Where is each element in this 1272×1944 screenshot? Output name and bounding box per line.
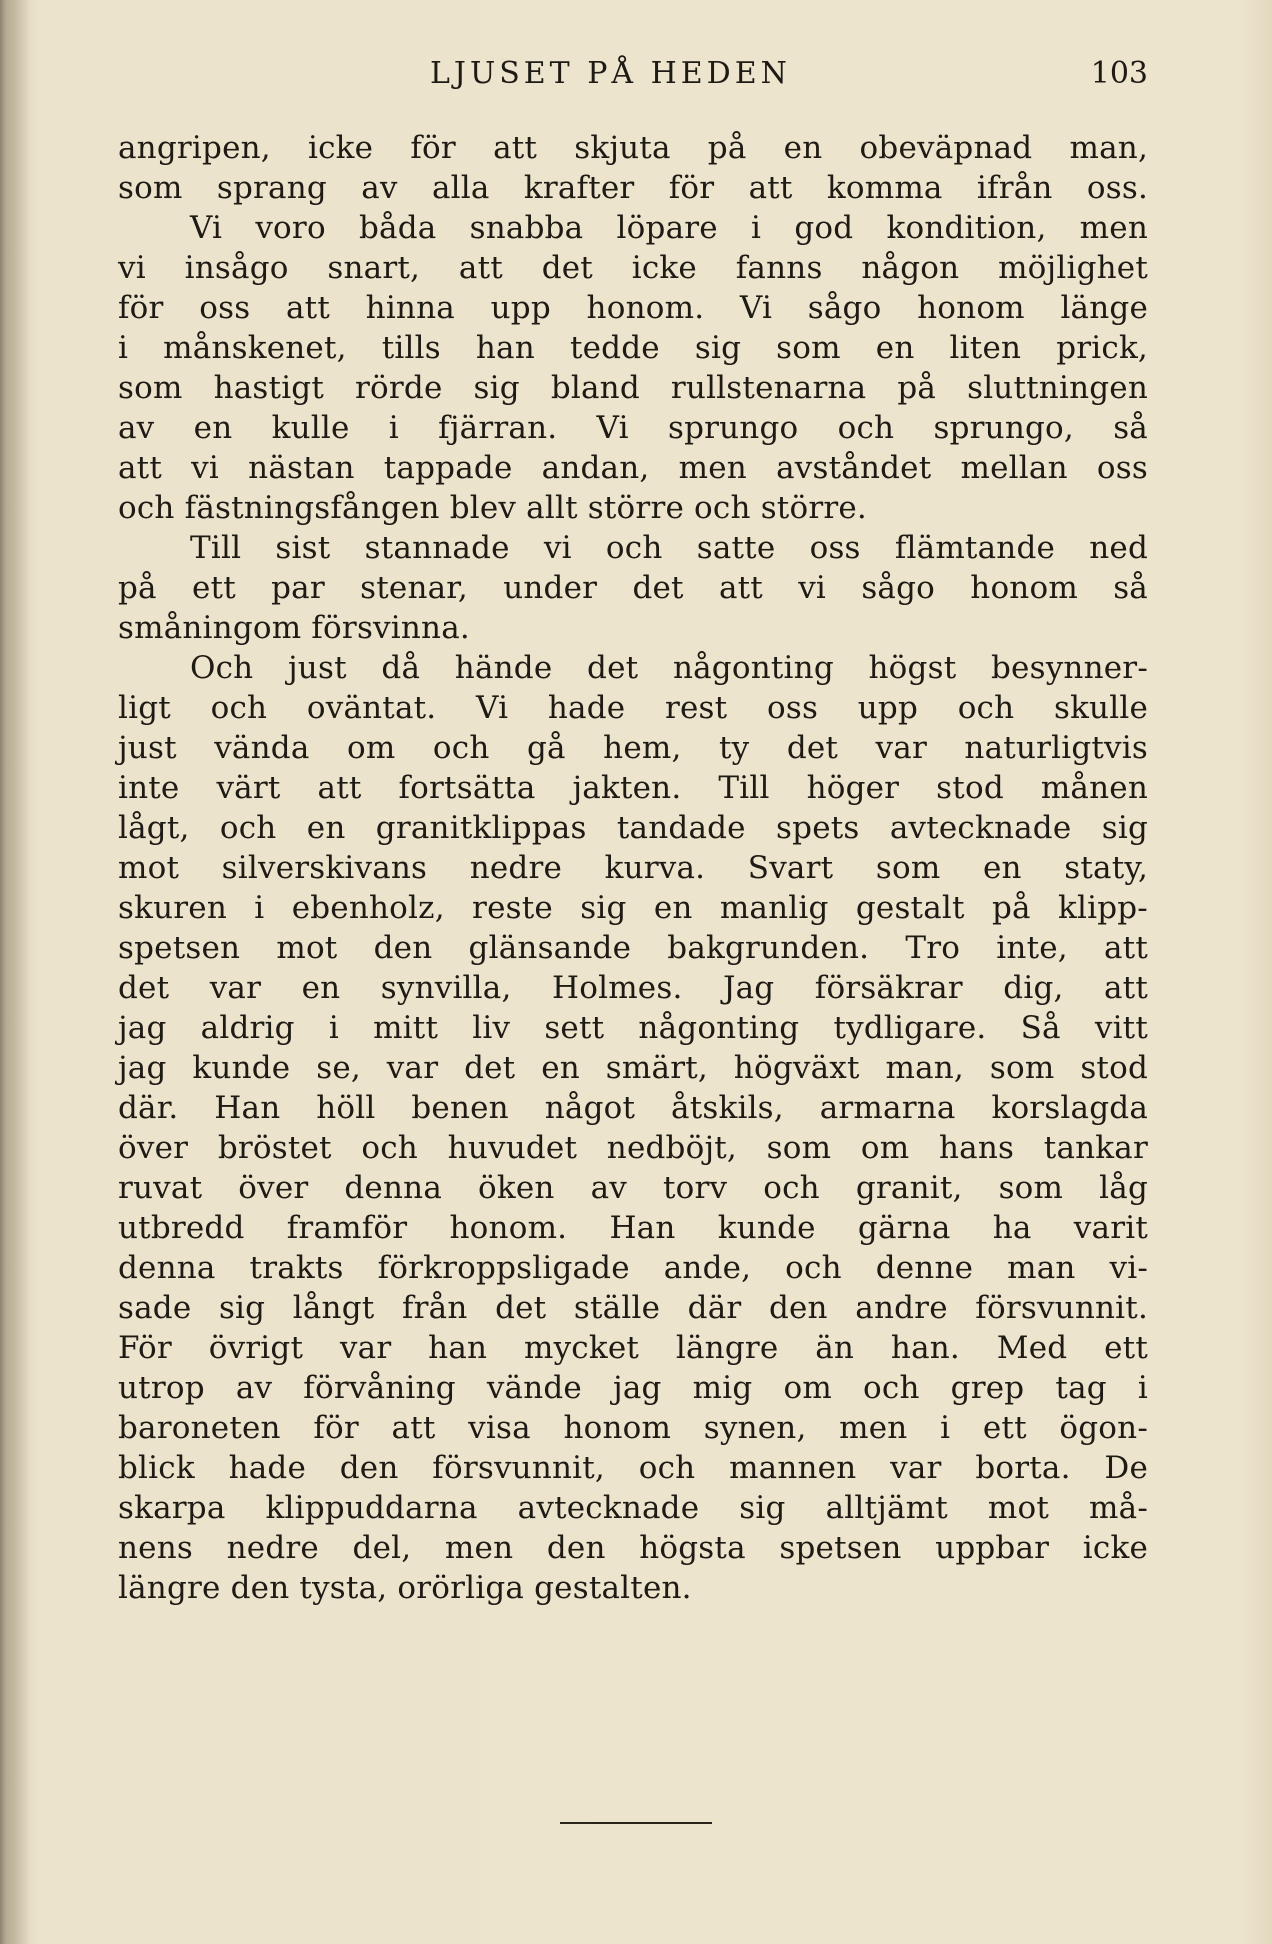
text-line: baroneten för att visa honom synen, men i ett ögon- [118, 1410, 1148, 1446]
text-line: på ett par stenar, under det att vi sågo honom så [118, 570, 1148, 606]
text-line: inte värt att fortsätta jakten. Till höger stod månen [118, 770, 1148, 806]
text-line: i månskenet, tills han tedde sig som en liten prick, [118, 330, 1148, 366]
spine-shadow [0, 0, 30, 1944]
text-line: över bröstet och huvudet nedböjt, som om hans tankar [118, 1130, 1148, 1166]
text-line: Till sist stannade vi och satte oss flämtande ned [190, 530, 1148, 566]
text-line: ruvat över denna öken av torv och granit, som låg [118, 1170, 1148, 1206]
page-number: 103 [1090, 56, 1148, 91]
text-line: det var en synvilla, Holmes. Jag försäkrar dig, att [118, 970, 1148, 1006]
text-line: jag aldrig i mitt liv sett någonting tydligare. Så vitt [118, 1010, 1148, 1046]
text-line: jag kunde se, var det en smärt, högväxt man, som stod [118, 1050, 1148, 1086]
text-line: vi insågo snart, att det icke fanns någon möjlighet [118, 250, 1148, 286]
text-line: sade sig långt från det ställe där den andre försvunnit. [118, 1290, 1148, 1326]
text-line: lågt, och en granitklippas tandade spets avtecknade sig [118, 810, 1148, 846]
text-line: denna trakts förkroppsligade ande, och denne man vi- [118, 1250, 1148, 1286]
text-line: för oss att hinna upp honom. Vi sågo honom länge [118, 290, 1148, 326]
text-line: där. Han höll benen något åtskils, armarna korslagda [118, 1090, 1148, 1126]
text-line: angripen, icke för att skjuta på en obeväpnad man, [118, 130, 1148, 166]
text-line: ligt och oväntat. Vi hade rest oss upp och skulle [118, 690, 1148, 726]
text-line: Vi voro båda snabba löpare i god kondition, men [190, 210, 1148, 246]
text-line: av en kulle i fjärran. Vi sprungo och sprungo, så [118, 410, 1148, 446]
text-line: och fästningsfången blev allt större och större. [118, 490, 867, 526]
body-text [118, 128, 1148, 1608]
text-line: blick hade den försvunnit, och mannen var borta. De [118, 1450, 1148, 1486]
running-title: LJUSET PÅ HEDEN [430, 56, 791, 91]
text-line: nens nedre del, men den högsta spetsen uppbar icke [118, 1530, 1148, 1566]
text-line: just vända om och gå hem, ty det var naturligtvis [118, 730, 1148, 766]
text-line: Och just då hände det någonting högst besynner- [190, 650, 1148, 686]
running-head [118, 56, 1148, 96]
text-line: utbredd framför honom. Han kunde gärna ha varit [118, 1210, 1148, 1246]
text-line: som sprang av alla krafter för att komma ifrån oss. [118, 170, 1148, 206]
text-line: längre den tysta, orörliga gestalten. [118, 1570, 692, 1606]
text-line: skuren i ebenholz, reste sig en manlig gestalt på klipp- [118, 890, 1148, 926]
text-line: småningom försvinna. [118, 610, 470, 646]
text-line: mot silverskivans nedre kurva. Svart som en staty, [118, 850, 1148, 886]
text-line: För övrigt var han mycket längre än han. Med ett [118, 1330, 1148, 1366]
text-line: att vi nästan tappade andan, men avståndet mellan oss [118, 450, 1148, 486]
text-line: utrop av förvåning vände jag mig om och grep tag i [118, 1370, 1148, 1406]
text-line: spetsen mot den glänsande bakgrunden. Tro inte, att [118, 930, 1148, 966]
text-line: skarpa klippuddarna avtecknade sig alltjämt mot må- [118, 1490, 1148, 1526]
text-line: som hastigt rörde sig bland rullstenarna på sluttningen [118, 370, 1148, 406]
section-divider [560, 1822, 712, 1824]
